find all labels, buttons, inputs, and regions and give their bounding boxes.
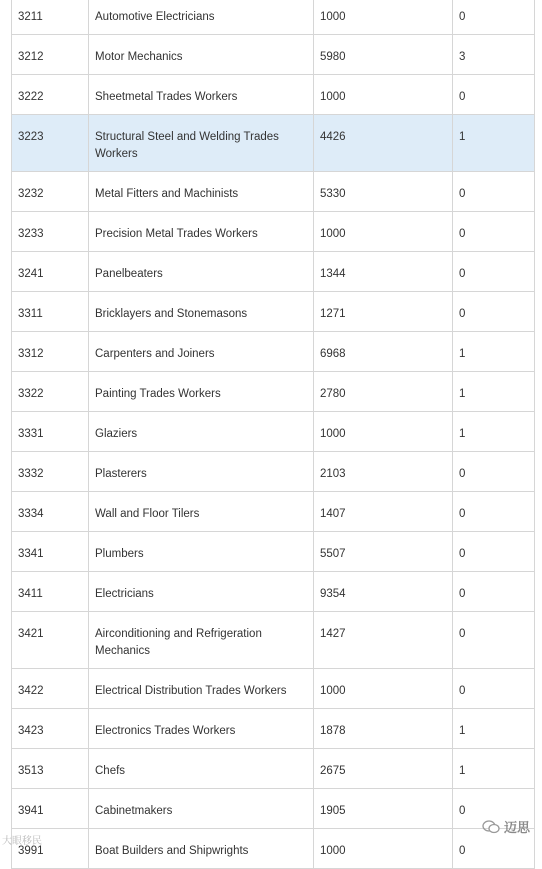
table-row — [12, 789, 535, 829]
invitations-cell: 1 — [453, 372, 535, 412]
invitations-cell: 1 — [453, 115, 535, 172]
invitations-cell: 0 — [453, 75, 535, 115]
ceiling-cell: 2780 — [314, 372, 453, 412]
occupation-cell: Electricians — [89, 572, 314, 612]
invitations-cell: 0 — [453, 452, 535, 492]
ceiling-cell: 1000 — [314, 669, 453, 709]
code-cell: 3311 — [12, 292, 89, 332]
ceiling-cell: 2675 — [314, 749, 453, 789]
code-cell: 3223 — [12, 115, 89, 172]
table-row — [12, 75, 535, 115]
invitations-cell: 0 — [453, 172, 535, 212]
code-cell: 3423 — [12, 709, 89, 749]
table-row — [12, 35, 535, 75]
invitations-cell: 0 — [453, 492, 535, 532]
ceiling-cell: 1000 — [314, 75, 453, 115]
code-cell: 3322 — [12, 372, 89, 412]
table-row — [12, 372, 535, 412]
table-body — [12, 0, 535, 869]
code-cell: 3422 — [12, 669, 89, 709]
occupation-cell: Automotive Electricians — [89, 0, 314, 35]
invitations-cell: 0 — [453, 572, 535, 612]
occupation-cell: Chefs — [89, 749, 314, 789]
occupation-cell: Wall and Floor Tilers — [89, 492, 314, 532]
ceiling-cell: 1344 — [314, 252, 453, 292]
table-row — [12, 0, 535, 35]
code-cell: 3211 — [12, 0, 89, 35]
invitations-cell: 0 — [453, 669, 535, 709]
invitations-cell: 0 — [453, 789, 535, 829]
invitations-cell: 1 — [453, 749, 535, 789]
table-row — [12, 669, 535, 709]
table-row — [12, 452, 535, 492]
code-cell: 3212 — [12, 35, 89, 75]
table-row — [12, 172, 535, 212]
code-cell: 3991 — [12, 829, 89, 869]
ceiling-cell: 1878 — [314, 709, 453, 749]
occupation-table — [11, 0, 535, 869]
ceiling-cell: 1271 — [314, 292, 453, 332]
code-cell: 3334 — [12, 492, 89, 532]
table-row — [12, 532, 535, 572]
invitations-cell: 0 — [453, 0, 535, 35]
occupation-cell: Airconditioning and Refrigeration Mechanics — [89, 612, 314, 669]
ceiling-cell: 1407 — [314, 492, 453, 532]
occupation-cell: Structural Steel and Welding Trades Workers — [89, 115, 314, 172]
watermark-left: 大眼移民 — [2, 836, 42, 847]
code-cell: 3312 — [12, 332, 89, 372]
occupation-cell: Electronics Trades Workers — [89, 709, 314, 749]
ceiling-cell: 5980 — [314, 35, 453, 75]
code-cell: 3421 — [12, 612, 89, 669]
occupation-cell: Bricklayers and Stonemasons — [89, 292, 314, 332]
table-row — [12, 572, 535, 612]
code-cell: 3332 — [12, 452, 89, 492]
occupation-cell: Metal Fitters and Machinists — [89, 172, 314, 212]
table-row — [12, 292, 535, 332]
invitations-cell: 0 — [453, 532, 535, 572]
invitations-cell: 0 — [453, 212, 535, 252]
occupation-cell: Motor Mechanics — [89, 35, 314, 75]
occupation-cell: Glaziers — [89, 412, 314, 452]
ceiling-cell: 5330 — [314, 172, 453, 212]
table-row — [12, 252, 535, 292]
table-row-highlighted — [12, 115, 535, 172]
code-cell: 3341 — [12, 532, 89, 572]
invitations-cell: 1 — [453, 709, 535, 749]
ceiling-cell: 1000 — [314, 0, 453, 35]
occupation-cell: Painting Trades Workers — [89, 372, 314, 412]
table-row — [12, 332, 535, 372]
table-row — [12, 709, 535, 749]
table-row — [12, 412, 535, 452]
occupation-cell: Cabinetmakers — [89, 789, 314, 829]
code-cell: 3222 — [12, 75, 89, 115]
watermark-brand: 迈思 — [503, 820, 530, 835]
ceiling-cell: 5507 — [314, 532, 453, 572]
ceiling-cell: 1000 — [314, 412, 453, 452]
code-cell: 3233 — [12, 212, 89, 252]
table-row — [12, 829, 535, 869]
invitations-cell: 0 — [453, 292, 535, 332]
occupation-cell: Carpenters and Joiners — [89, 332, 314, 372]
occupation-cell: Precision Metal Trades Workers — [89, 212, 314, 252]
invitations-cell: 0 — [453, 612, 535, 669]
code-cell: 3232 — [12, 172, 89, 212]
table-row — [12, 612, 535, 669]
watermark-right — [482, 817, 530, 836]
occupation-cell: Panelbeaters — [89, 252, 314, 292]
occupation-cell: Plumbers — [89, 532, 314, 572]
ceiling-cell: 1000 — [314, 829, 453, 869]
ceiling-cell: 2103 — [314, 452, 453, 492]
invitations-cell: 0 — [453, 829, 535, 869]
occupation-cell: Plasterers — [89, 452, 314, 492]
ceiling-cell: 6968 — [314, 332, 453, 372]
invitations-cell: 3 — [453, 35, 535, 75]
invitations-cell: 1 — [453, 412, 535, 452]
ceiling-cell: 9354 — [314, 572, 453, 612]
code-cell: 3941 — [12, 789, 89, 829]
code-cell: 3241 — [12, 252, 89, 292]
ceiling-cell: 4426 — [314, 115, 453, 172]
occupation-cell: Electrical Distribution Trades Workers — [89, 669, 314, 709]
wechat-icon — [482, 820, 500, 834]
ceiling-cell: 1905 — [314, 789, 453, 829]
code-cell: 3411 — [12, 572, 89, 612]
invitations-cell: 0 — [453, 252, 535, 292]
occupation-cell: Boat Builders and Shipwrights — [89, 829, 314, 869]
code-cell: 3513 — [12, 749, 89, 789]
table-row — [12, 749, 535, 789]
table-row — [12, 212, 535, 252]
code-cell: 3331 — [12, 412, 89, 452]
table-row — [12, 492, 535, 532]
ceiling-cell: 1000 — [314, 212, 453, 252]
invitations-cell: 1 — [453, 332, 535, 372]
occupation-cell: Sheetmetal Trades Workers — [89, 75, 314, 115]
ceiling-cell: 1427 — [314, 612, 453, 669]
